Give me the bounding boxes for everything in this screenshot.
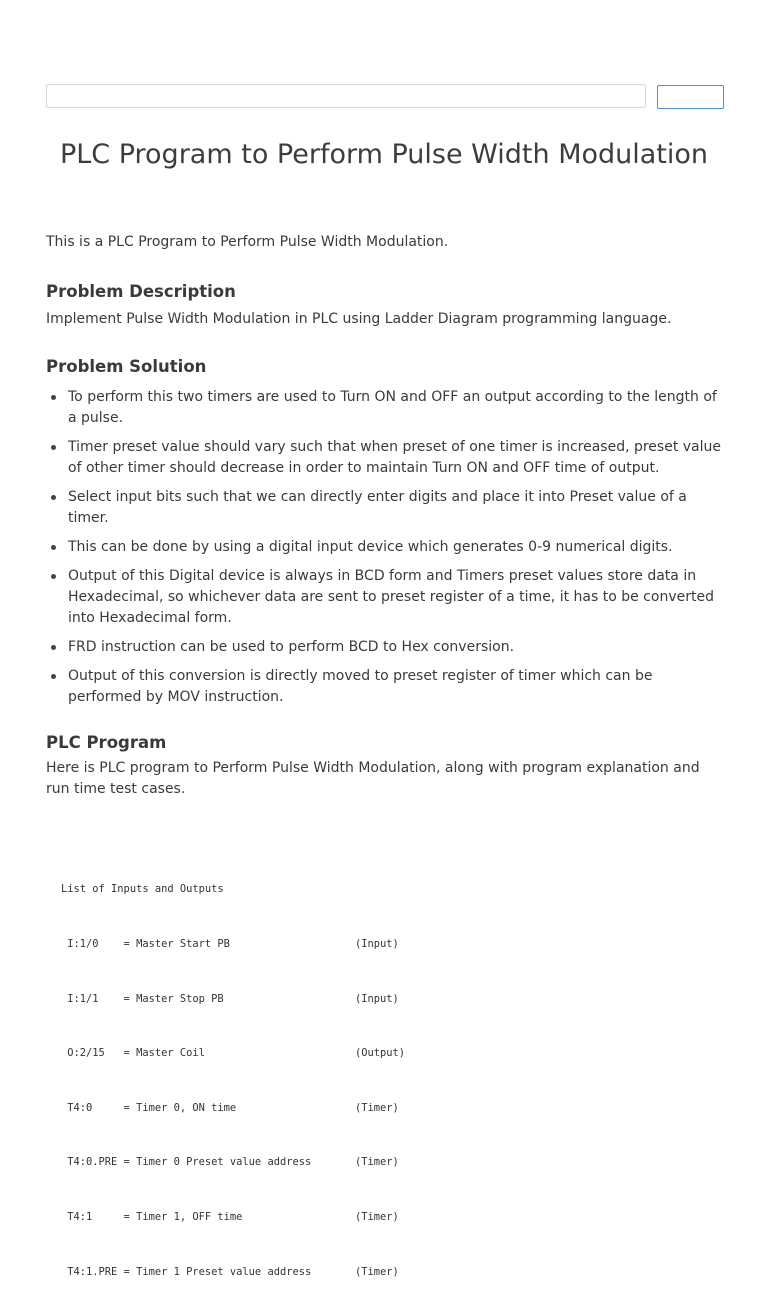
- list-item: Select input bits such that we can directly enter digits and place it into Preset value of a timer.: [68, 487, 726, 529]
- plc-program-intro: Here is PLC program to Perform Pulse Width Modulation, along with program explanation and run time test cases.: [46, 760, 700, 797]
- code-line: T4:1 = Timer 1, OFF time (Timer): [61, 1211, 399, 1224]
- search-button[interactable]: [657, 85, 724, 109]
- intro-text: This is a PLC Program to Perform Pulse Width Modulation.: [46, 234, 449, 250]
- search-input[interactable]: [46, 84, 646, 108]
- code-line: T4:0 = Timer 0, ON time (Timer): [61, 1101, 399, 1114]
- code-line: O:2/15 = Master Coil (Output): [61, 1047, 406, 1060]
- search-bar: [46, 84, 725, 110]
- plc-program-heading: PLC Program: [46, 733, 167, 752]
- code-line: List of Inputs and Outputs: [61, 883, 224, 896]
- code-line: I:1/0 = Master Start PB (Input): [61, 938, 399, 951]
- list-item: To perform this two timers are used to Turn ON and OFF an output according to the length of a pulse.: [68, 387, 726, 429]
- code-line: I:1/1 = Master Stop PB (Input): [61, 992, 399, 1005]
- list-item: Timer preset value should vary such that when preset of one timer is increased, preset value of other timer should decrease in order to maintain Turn ON and OFF time of output.: [68, 437, 726, 479]
- article-body: [46, 232, 726, 800]
- problem-solution-heading: Problem Solution: [46, 357, 207, 376]
- list-item: Output of this Digital device is always in BCD form and Timers preset values store data in Hexadecimal, so whichever data are sent to preset register of a time, it has to be converted into Hexadecimal form.: [68, 566, 726, 629]
- list-item: This can be done by using a digital input device which generates 0-9 numerical digits.: [68, 537, 726, 558]
- page-title: PLC Program to Perform Pulse Width Modulation: [59, 139, 709, 170]
- problem-description-heading: Problem Description: [46, 282, 236, 301]
- code-line: T4:1.PRE = Timer 1 Preset value address (Timer): [61, 1265, 399, 1278]
- list-item: FRD instruction can be used to perform BCD to Hex conversion.: [68, 637, 726, 658]
- list-item: Output of this conversion is directly moved to preset register of timer which can be performed by MOV instruction.: [68, 666, 726, 708]
- code-block: [61, 844, 721, 1299]
- solution-list: [46, 387, 726, 708]
- problem-description-text: Implement Pulse Width Modulation in PLC using Ladder Diagram programming language.: [46, 311, 672, 327]
- code-line: T4:0.PRE = Timer 0 Preset value address (Timer): [61, 1156, 399, 1169]
